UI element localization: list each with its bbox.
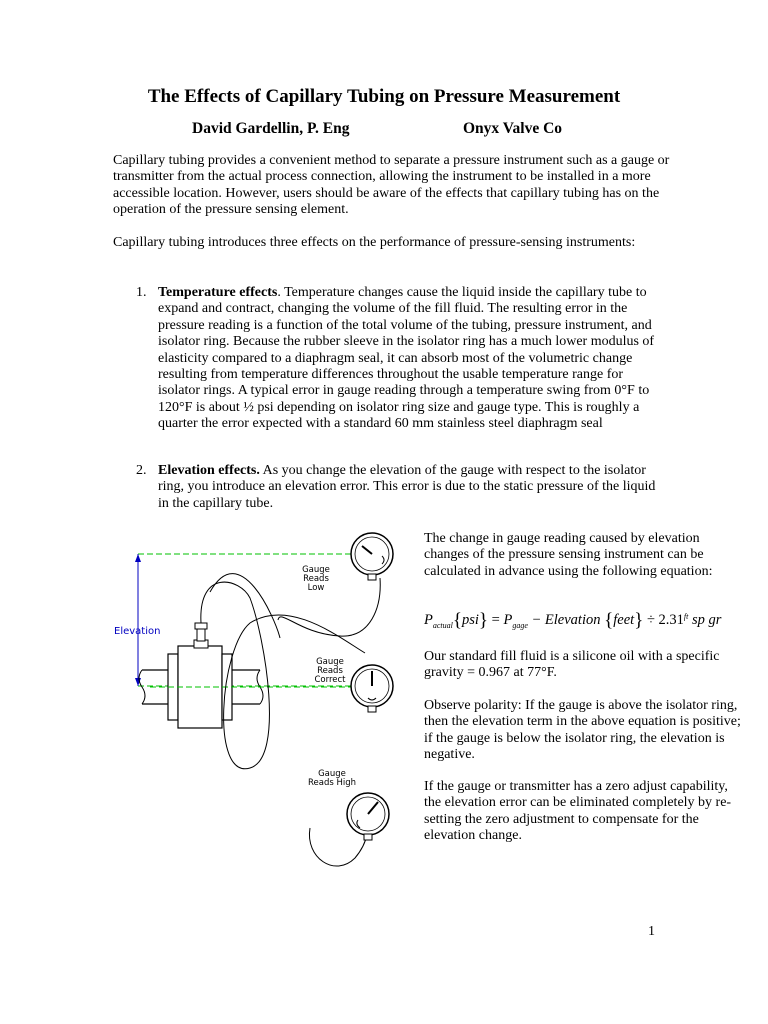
page-title: The Effects of Capillary Tubing on Pressure Measurement (147, 86, 621, 107)
gauge-high-label: Gauge (318, 769, 346, 779)
gauge-high-icon (347, 793, 389, 840)
elevation-label: Elevation (114, 626, 161, 637)
gauge-correct-label: Reads (317, 666, 343, 676)
item-heading: Temperature effects (158, 285, 278, 300)
fill-fluid-paragraph: Our standard fill fluid is a silicone oil with a specific gravity = 0.967 at 77°F. (424, 649, 720, 681)
company: Onyx Valve Co (463, 120, 563, 137)
gauge-low-label: Low (307, 583, 325, 593)
elevation-equation: $P_{actual}\{psi\} = P_{gage}$ − Elevation {feet} ÷ $2.31^{ft}$ sp gr (424, 610, 722, 631)
gauge-low-icon (351, 533, 393, 580)
gauge-high-label: Reads High (307, 778, 357, 788)
page-number: 1 (648, 924, 655, 939)
effects-intro-paragraph: Capillary tubing introduces three effects on the performance of pressure-sensing instruments: (113, 235, 636, 250)
author: David Gardellin, P. Eng (192, 120, 350, 137)
calc-paragraph: The change in gauge reading caused by elevation changes of the pressure sensing instrument can be calculated in advance using the following equation: (424, 531, 713, 579)
elevation-diagram (100, 528, 420, 888)
item-number: 1. (136, 285, 147, 300)
item-number: 2. (136, 463, 147, 478)
gauge-low-label: Reads (303, 574, 329, 584)
item-body: As you change the elevation of the gauge with respect to the isolator ring, you introduce an elevation error. This error is due to the static pressure of the liquid in the capillary tube. (158, 463, 656, 511)
list-item-elevation (158, 463, 668, 512)
item-heading: Elevation effects. (158, 463, 260, 478)
polarity-paragraph: Observe polarity: If the gauge is above the isolator ring, then the elevation term in the above equation is positive; if the gauge is below the isolator ring, the elevation is negative. (424, 698, 741, 763)
item-body: . Temperature changes cause the liquid inside the capillary tube to expand and contract, changing the volume of the fill fluid. The resulting error in the pressure reading is a function of the total volume of the tubing, pressure instrument, and isolator ring. Because the rubber sleeve in the isolator ring has a much lower modulus of elasticity compared to a diaphragm seal, it can absorb most of the volumetric change resulting from temperature differences throughout the usable temperature range for isolator rings. A typical error in gauge reading through a temperature swing from 0°F to 120°F is about ½ psi depending on isolator ring size and gauge type. This is roughly a quarter the error expected with a standard 60 mm stainless steel diaphragm seal (158, 285, 655, 432)
gauge-correct-label: Gauge (316, 657, 344, 667)
zero-adjust-paragraph: If the gauge or transmitter has a zero adjust capability, the elevation error can be eliminated completely by re-setting the zero adjustment to compensate for the elevation change. (424, 779, 732, 844)
gauge-correct-icon (351, 665, 393, 712)
gauge-correct-label: Correct (314, 675, 346, 685)
list-item-temperature (158, 285, 668, 433)
gauge-low-label: Gauge (302, 565, 330, 575)
intro-paragraph: Capillary tubing provides a convenient method to separate a pressure instrument such as a gauge or transmitter from the actual process connection, allowing the instrument to be installed in a more accessible location. However, users should be aware of the effects that capillary tubing has on the operation of the pressure sensing element. (113, 153, 670, 218)
